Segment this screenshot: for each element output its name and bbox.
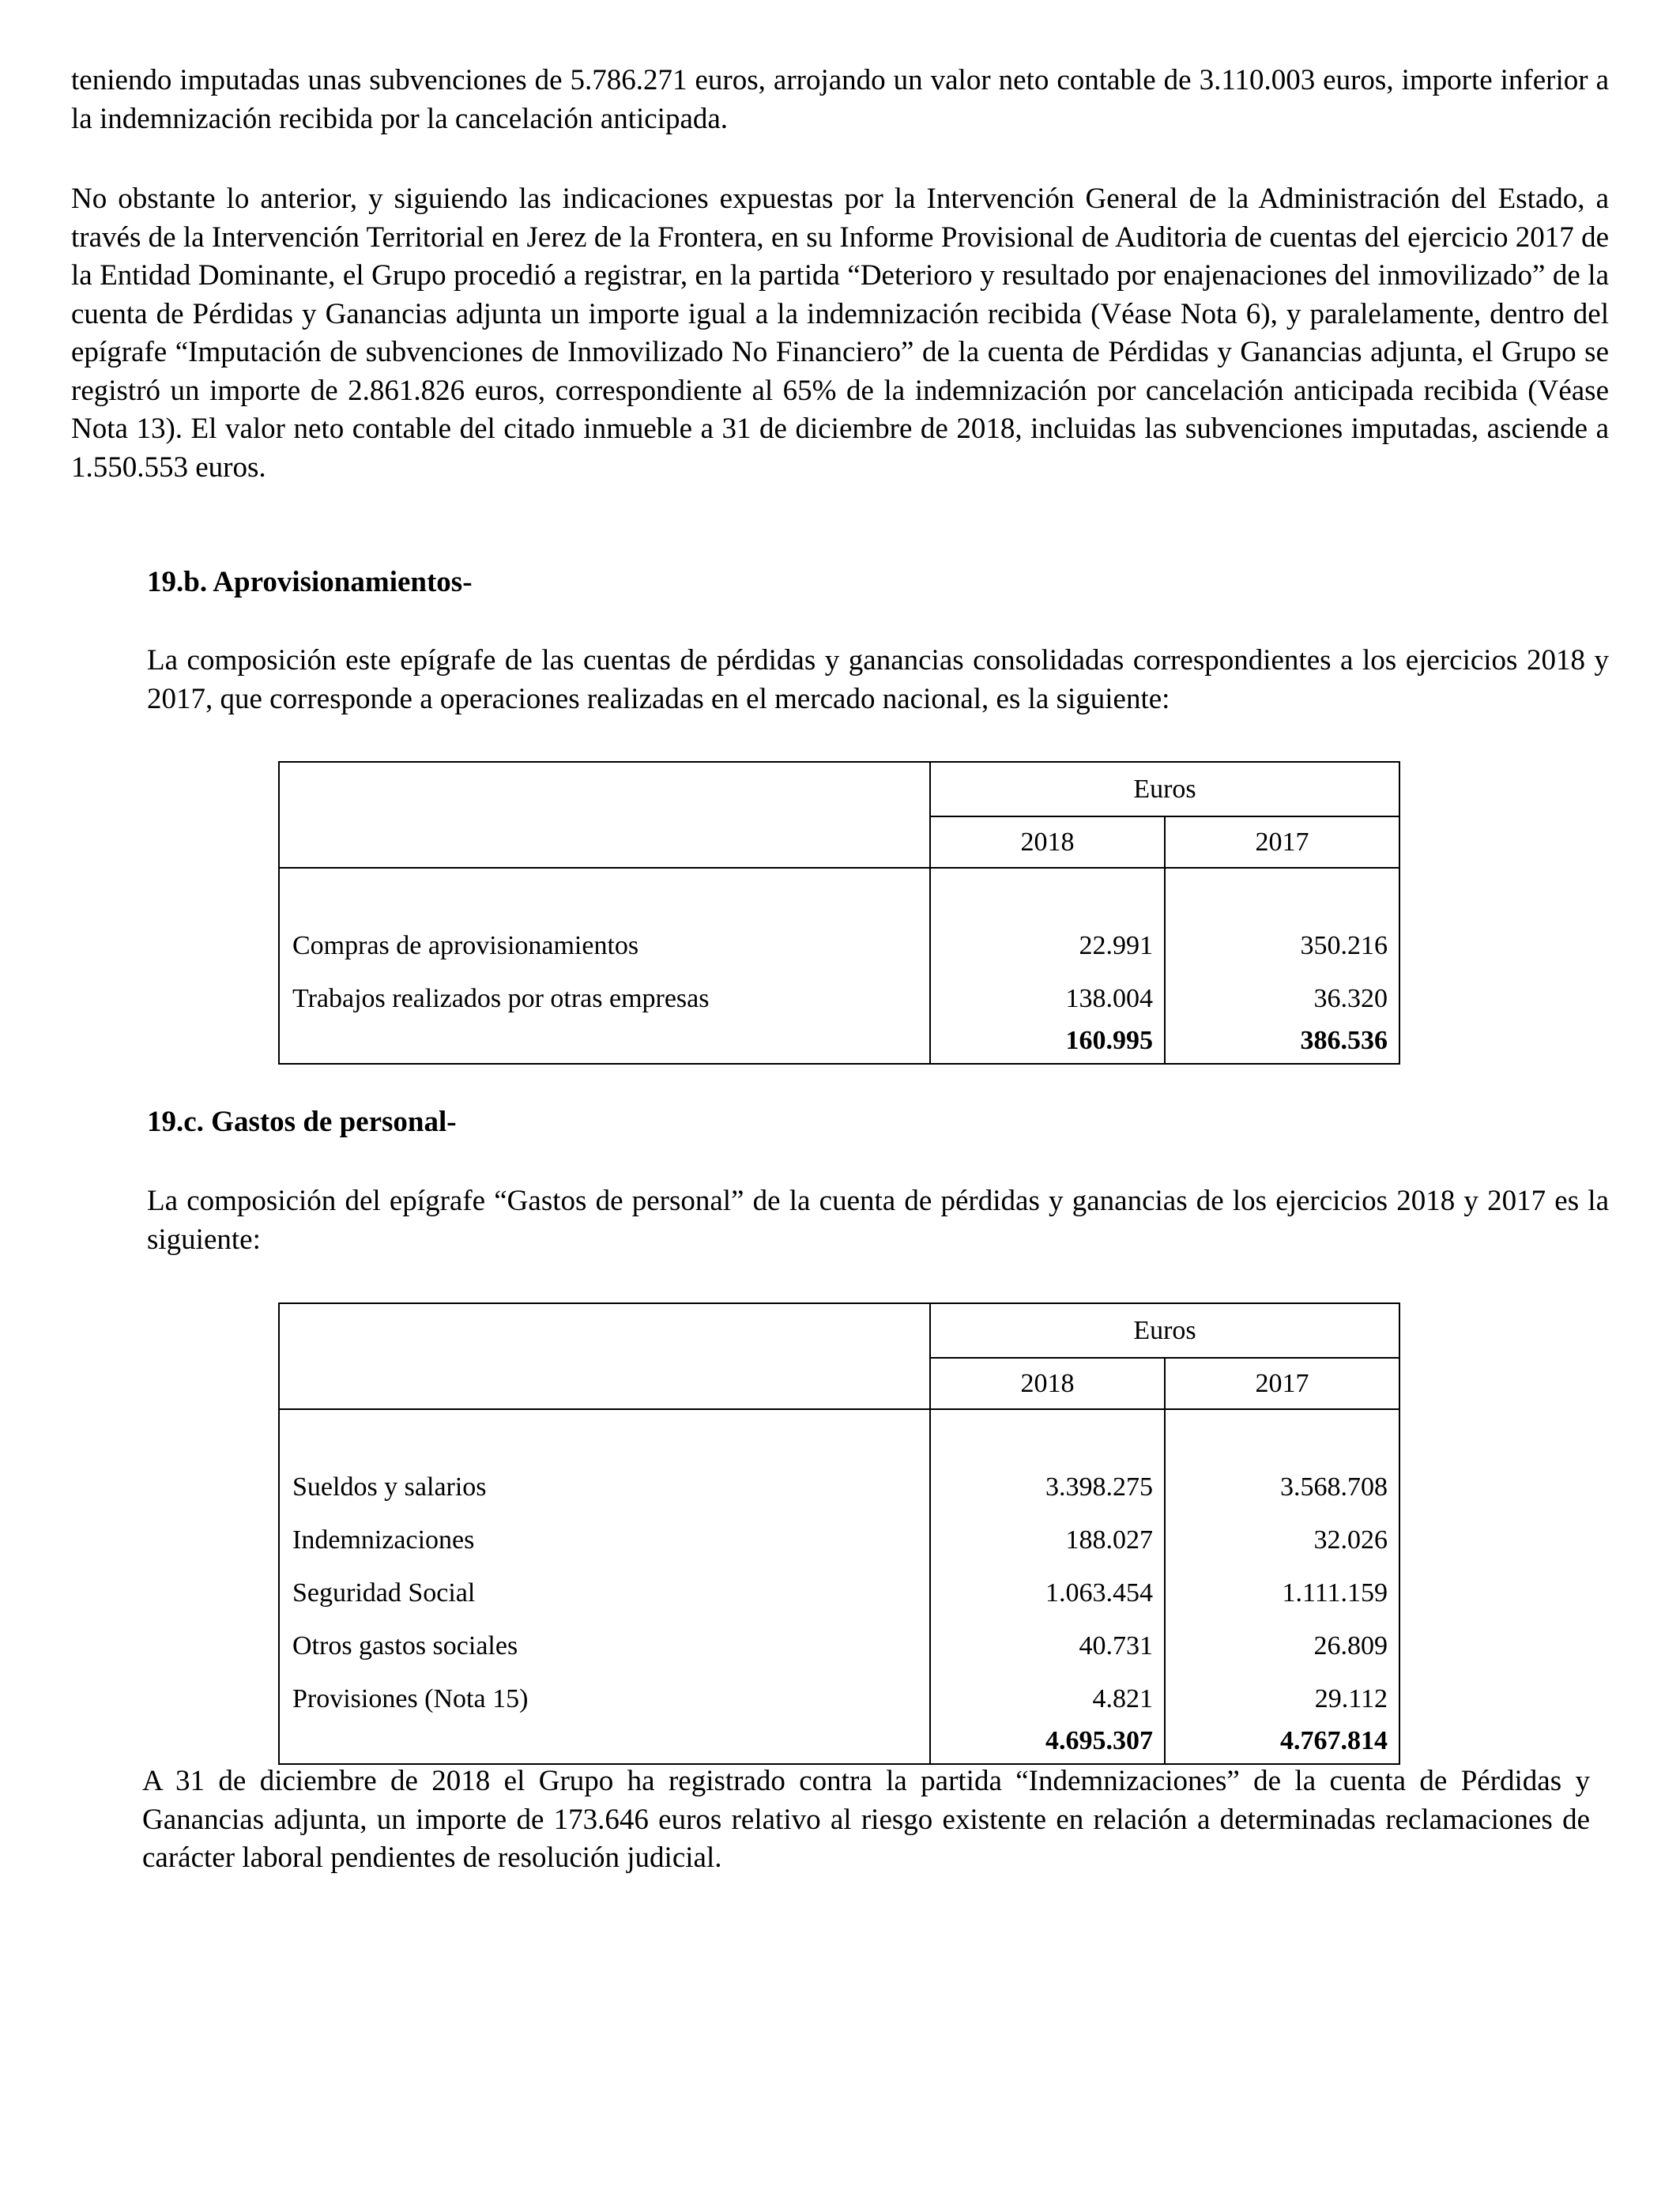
value-2017: 32.026 (1165, 1507, 1399, 1560)
table-total-row (279, 1019, 1399, 1064)
table-corner-cell (279, 762, 930, 868)
value-2018: 40.731 (930, 1613, 1165, 1666)
table-aprovisionamientos (278, 761, 1400, 1065)
year-header-2017: 2017 (1165, 816, 1399, 868)
row-label: Seguridad Social (279, 1560, 930, 1613)
row-label: Sueldos y salarios (279, 1454, 930, 1507)
table-row (279, 1560, 1399, 1613)
heading-gastos-personal: 19.c. Gastos de personal- (147, 1106, 457, 1138)
paragraph-indemnizaciones-nota: A 31 de diciembre de 2018 el Grupo ha registrado contra la partida “Indemnizaciones” de la cuenta de Pérdidas y Ganancias adjunta, un importe de 173.646 euros relativo al riesgo existente en relación a determinadas reclamaciones de carácter laboral pendientes de resolución judicial. (142, 1765, 1590, 1874)
value-2017: 1.111.159 (1165, 1560, 1399, 1613)
year-header-2017: 2017 (1165, 1358, 1399, 1409)
paragraph-valor-neto: teniendo imputadas unas subvenciones de 5.786.271 euros, arrojando un valor neto contable de 3.110.003 euros, importe inferior a la indemnización recibida por la cancelación anticipada. (71, 64, 1609, 135)
total-2017: 4.767.814 (1165, 1719, 1399, 1764)
row-label: Indemnizaciones (279, 1507, 930, 1560)
paragraph-composicion-aprovisionamientos: La composición este epígrafe de las cuentas de pérdidas y ganancias consolidadas correspondientes a los ejercicios 2018 y 2017, que corresponde a operaciones realizadas en el mercado nacional, es la siguiente: (147, 644, 1609, 715)
table-row (279, 966, 1399, 1019)
row-label: Compras de aprovisionamientos (279, 913, 930, 966)
value-2017: 36.320 (1165, 966, 1399, 1019)
row-label: Otros gastos sociales (279, 1613, 930, 1666)
paragraph-composicion-personal: La composición del epígrafe “Gastos de personal” de la cuenta de pérdidas y ganancias de los ejercicios 2018 y 2017 es la siguiente: (147, 1185, 1609, 1256)
value-2018: 138.004 (930, 966, 1165, 1019)
total-2018: 160.995 (930, 1019, 1165, 1064)
table-row (279, 1454, 1399, 1507)
row-label: Provisiones (Nota 15) (279, 1666, 930, 1719)
value-2018: 4.821 (930, 1666, 1165, 1719)
value-2017: 350.216 (1165, 913, 1399, 966)
year-header-2018: 2018 (930, 816, 1165, 868)
table-row (279, 913, 1399, 966)
value-2018: 188.027 (930, 1507, 1165, 1560)
year-header-2018: 2018 (930, 1358, 1165, 1409)
value-2017: 3.568.708 (1165, 1454, 1399, 1507)
table-row (279, 1613, 1399, 1666)
currency-header: Euros (930, 1303, 1399, 1358)
table-row (279, 1666, 1399, 1719)
table-corner-cell (279, 1303, 930, 1409)
row-label: Trabajos realizados por otras empresas (279, 966, 930, 1019)
table-row (279, 1507, 1399, 1560)
table-gastos-personal (278, 1302, 1400, 1765)
value-2018: 22.991 (930, 913, 1165, 966)
value-2018: 3.398.275 (930, 1454, 1165, 1507)
paragraph-no-obstante: No obstante lo anterior, y siguiendo las indicaciones expuestas por la Intervención General de la Administración del Estado, a través de la Intervención Territorial en Jerez de la Frontera, en su Informe Provisional de Auditoria de cuentas del ejercicio 2017 de la Entidad Dominante, el Grupo procedió a registrar, en la partida “Deterioro y resultado por enajenaciones del inmovilizado” de la cuenta de Pérdidas y Ganancias adjunta un importe igual a la indemnización recibida (Véase Nota 6), y paralelamente, dentro del epígrafe “Imputación de subvenciones de Inmovilizado No Financiero” de la cuenta de Pérdidas y Ganancias adjunta, el Grupo se registró un importe de 2.861.826 euros, correspondiente al 65% de la indemnización por cancelación anticipada recibida (Véase Nota 13). El valor neto contable del citado inmueble a 31 de diciembre de 2018, incluidas las subvenciones imputadas, asciende a 1.550.553 euros. (71, 183, 1609, 484)
value-2017: 26.809 (1165, 1613, 1399, 1666)
table-total-row (279, 1719, 1399, 1764)
total-2018: 4.695.307 (930, 1719, 1165, 1764)
total-2017: 386.536 (1165, 1019, 1399, 1064)
value-2017: 29.112 (1165, 1666, 1399, 1719)
currency-header: Euros (930, 762, 1399, 816)
value-2018: 1.063.454 (930, 1560, 1165, 1613)
heading-aprovisionamientos: 19.b. Aprovisionamientos- (147, 566, 473, 598)
